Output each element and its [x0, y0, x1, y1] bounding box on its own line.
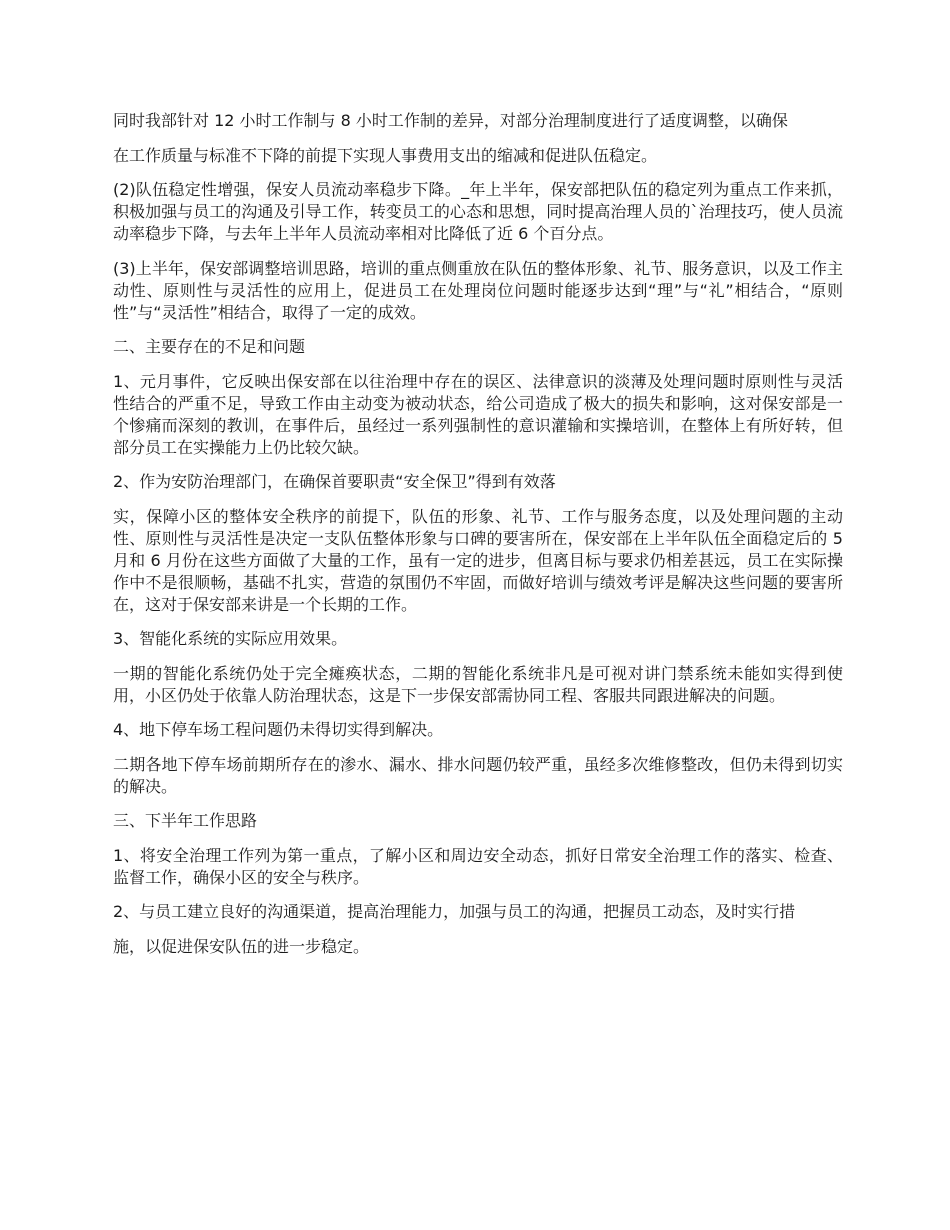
paragraph-training: (3)上半年，保安部调整培训思路，培训的重点侧重放在队伍的整体形象、礼节、服务意识，以及工作主动性、原则性与灵活性的应用上，促进员工在处理岗位问题时能逐步达到“理”与“礼”相结合，“原则性”与“灵活性”相结合，取得了一定的成效。: [113, 258, 843, 322]
paragraph-smart-system: 一期的智能化系统仍处于完全瘫痪状态，二期的智能化系统非凡是可视对讲门禁系统未能如实得到使用，小区仍处于依靠人防治理状态，这是下一步保安部需协同工程、客服共同跟进解决的问题。: [113, 663, 843, 705]
paragraph-team-image: 实，保障小区的整体安全秩序的前提下，队伍的形象、礼节、工作与服务态度，以及处理问题的主动性、原则性与灵活性是决定一支队伍整体形象与口碑的要害所在，保安部在上半年队伍全面稳定后的 5 月和 6 月份在这些方面做了大量的工作，虽有一定的进步，但离目标与要求仍相差甚远，员工在实际操作中不是很顺畅，基础不扎实，营造的氛围仍不牢固，而做好培训与绩效考评是解决这些问题的要害所在，这对于保安部来讲是一个长期的工作。: [113, 506, 843, 614]
paragraph-cost-reduction: 在工作质量与标准不下降的前提下实现人事费用支出的缩减和促进队伍稳定。: [113, 145, 658, 165]
paragraph-safety-priority: 1、将安全治理工作列为第一重点，了解小区和周边安全动态，抓好日常安全治理工作的落实、检查、监督工作，确保小区的安全与秩序。: [113, 845, 843, 887]
paragraph-team-stability: (2)队伍稳定性增强，保安人员流动率稳步下降。_年上半年，保安部把队伍的稳定列为重点工作来抓，积极加强与员工的沟通及引导工作，转变员工的心态和思想，同时提高治理人员的`治理技巧，使人员流动率稳步下降，与去年上半年人员流动率相对比降低了近 6 个百分点。: [113, 180, 843, 243]
paragraph-security-duty: 2、作为安防治理部门，在确保首要职责“安全保卫”得到有效落: [113, 472, 556, 491]
paragraph-smart-system-title: 3、智能化系统的实际应用效果。: [113, 629, 348, 648]
paragraph-shift-adjustment: 同时我部针对 12 小时工作制与 8 小时工作制的差异，对部分治理制度进行了适度调整，以确保: [113, 111, 788, 130]
paragraph-stability-measures: 施，以促进保安队伍的进一步稳定。: [113, 936, 370, 956]
document-body: [113, 110, 843, 970]
section-heading-plan: 三、下半年工作思路: [113, 811, 258, 830]
paragraph-communication: 2、与员工建立良好的沟通渠道，提高治理能力，加强与员工的沟通，把握员工动态，及时实行措: [113, 902, 796, 921]
paragraph-parking-title: 4、地下停车场工程问题仍未得切实得到解决。: [113, 720, 444, 739]
section-heading-problems: 二、主要存在的不足和问题: [113, 337, 306, 356]
paragraph-january-incident: 1、元月事件，它反映出保安部在以往治理中存在的误区、法律意识的淡薄及处理问题时原则性与灵活性结合的严重不足，导致工作由主动变为被动状态，给公司造成了极大的损失和影响，这对保安部是一个惨痛而深刻的教训，在事件后，虽经过一系列强制性的意识灌输和实操培训，在整体上有所好转，但部分员工在实操能力上仍比较欠缺。: [113, 371, 843, 457]
paragraph-parking: 二期各地下停车场前期所存在的渗水、漏水、排水问题仍较严重，虽经多次维修整改，但仍未得到切实的解决。: [113, 754, 843, 796]
